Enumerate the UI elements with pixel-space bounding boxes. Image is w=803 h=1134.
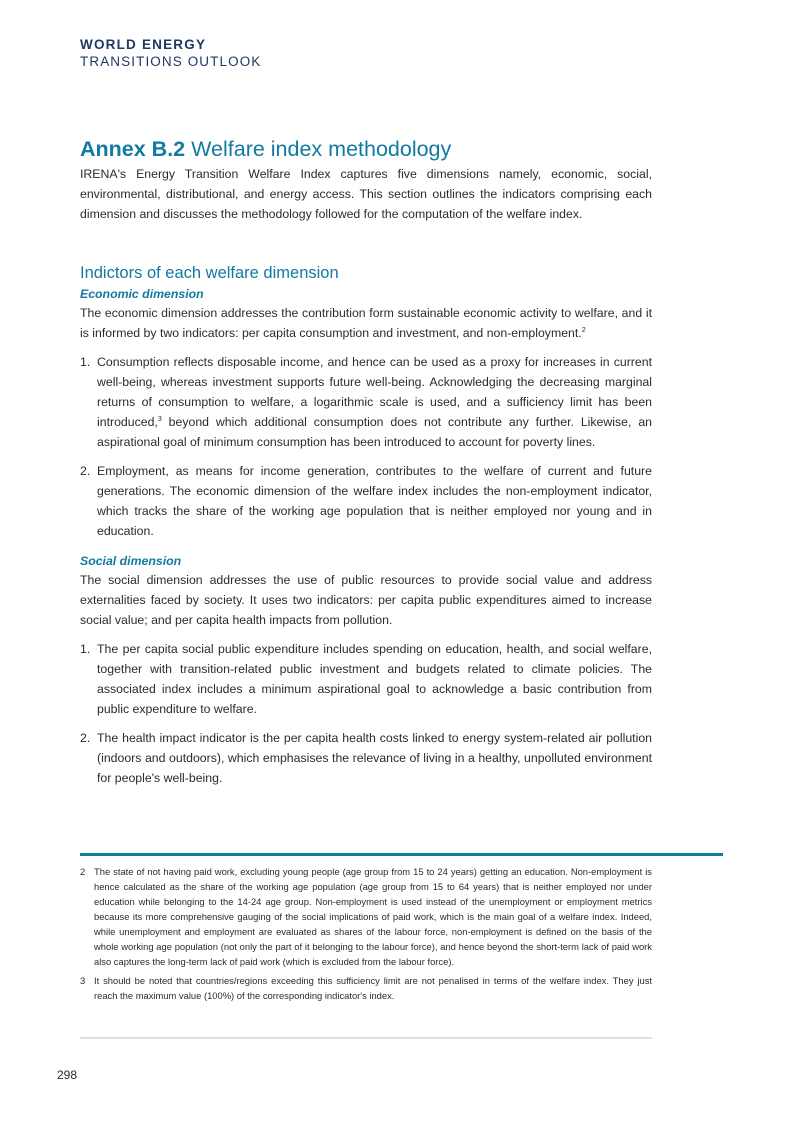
- footnote-text: The state of not having paid work, excluding young people (age group from 15 to 24 years) getting an education. Non-employment is hence calculated as the share of the working age population (age group from 15 to 64 years) that is neither employed nor under education while belonging to the 14-24 age group. Non-employment is used instead of the unemployment or employment metrics because its more comprehensive gauging of the social implications of paid work, which is the main goal of a welfare index. Indeed, while unemployment and employment are evaluated as shares of the labour force, non-employment is defined on the basis of the whole working age population (not only the part of it belonging to the labour force), and hence beyond the short-term lack of paid work also captures the long-term lack of paid work (which is excluded from the labour force).: [94, 866, 652, 967]
- list-item-text-part: Consumption reflects disposable income, and hence can be used as a proxy for increases in current well-being, whereas investment supports future well-being. Acknowledging the decreasing marginal returns of consumption to welfare, a logarithmic scale is used, and a sufficiency limit has been introduced,: [97, 355, 652, 429]
- annex-heading: [80, 134, 652, 164]
- page-number: 298: [57, 1068, 78, 1082]
- annex-number: Annex B.2: [80, 137, 186, 161]
- footnote: [80, 864, 652, 969]
- footnote-separator: [80, 853, 723, 856]
- footnotes: [80, 864, 652, 1007]
- header-subtitle: TRANSITIONS OUTLOOK: [80, 54, 262, 69]
- footnote-text: It should be noted that countries/regions exceeding this sufficiency limit are not penalised in terms of the welfare index. They just reach the maximum value (100%) of the corresponding indicator's index.: [94, 975, 652, 1001]
- footnote-ref-2[interactable]: 2: [581, 327, 586, 334]
- page-bottom-divider: [80, 1037, 652, 1039]
- footnote-ref-3[interactable]: 3: [157, 416, 162, 423]
- list-item-text: The health impact indicator is the per capita health costs linked to energy system-related air pollution (indoors and outdoors), which emphasises the relevance of living in a healthy, unpolluted environment for people's well-being.: [97, 731, 652, 785]
- economic-intro-text: The economic dimension addresses the contribution form sustainable economic activity to welfare, and it is informed by two indicators: per capita consumption and investment, and non-employment.: [80, 306, 652, 340]
- footnote-number: 3: [80, 975, 86, 986]
- economic-intro: [80, 303, 652, 343]
- annex-title: Welfare index methodology: [191, 137, 452, 161]
- list-item-text: The per capita social public expenditure includes spending on education, health, and social welfare, together with transition-related public investment and budgets related to climate policies. The associated index includes a minimum aspirational goal to acknowledge a basic contribution from public expenditure to welfare.: [97, 642, 652, 716]
- running-header: [80, 36, 261, 70]
- header-title: WORLD ENERGY: [80, 37, 207, 52]
- annex-intro: IRENA's Energy Transition Welfare Index captures five dimensions namely, economic, social, environmental, distributional, and energy access. This section outlines the indicators comprising each dimension and discusses the methodology followed for the computation of the welfare index.: [80, 167, 652, 221]
- list-item-number: 1.: [80, 355, 91, 369]
- economic-indicator-list: [80, 352, 652, 541]
- list-item: [80, 728, 652, 788]
- list-item-number: 2.: [80, 731, 91, 745]
- section-title: Indictors of each welfare dimension: [80, 264, 339, 282]
- list-item-number: 2.: [80, 464, 91, 478]
- list-item: [80, 461, 652, 541]
- list-item: [80, 639, 652, 719]
- list-item-text: Employment, as means for income generation, contributes to the welfare of current and future generations. The economic dimension of the welfare index includes the non-employment indicator, which tracks the share of the working age population that is neither employed nor young and in education.: [97, 464, 652, 538]
- economic-dimension-title: Economic dimension: [80, 287, 204, 301]
- list-item-number: 1.: [80, 642, 91, 656]
- social-dimension-title: Social dimension: [80, 554, 182, 568]
- main-content: [80, 134, 652, 797]
- list-item-text: [97, 352, 652, 452]
- footnote-number: 2: [80, 866, 86, 877]
- list-item: [80, 352, 652, 452]
- list-item-text-part: beyond which additional consumption does not contribute any further. Likewise, an aspirational goal of minimum consumption has been introduced to account for poverty lines.: [97, 415, 652, 449]
- footnote: [80, 973, 652, 1003]
- social-intro: The social dimension addresses the use of public resources to provide social value and address externalities faced by society. It uses two indicators: per capita public expenditures aimed to increase social value; and per capita health impacts from pollution.: [80, 573, 652, 627]
- social-indicator-list: [80, 639, 652, 788]
